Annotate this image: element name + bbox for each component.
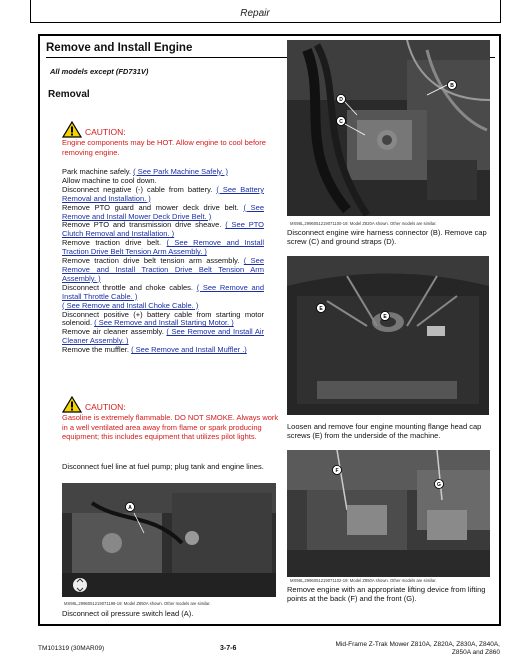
step-text: Disconnect throttle and choke cables.	[62, 282, 197, 292]
step-text: Remove the muffler.	[62, 345, 132, 355]
removal-step	[62, 204, 264, 222]
footer-page-number: 3-7-6	[220, 645, 237, 652]
step-text: Allow machine to cool down.	[62, 175, 157, 185]
cross-reference-link[interactable]: ( See Park Machine Safely. )	[133, 167, 229, 176]
removal-step	[62, 221, 264, 239]
cross-reference-link[interactable]: ( See Remove and Install Traction Drive Belt Tension Arm Assembly. )	[62, 238, 264, 257]
photo-underside-cap-screws	[287, 256, 489, 415]
fuel-line-step: Disconnect fuel line at fuel pump; plug tank and engine lines.	[62, 462, 264, 471]
caution-text: Engine components may be HOT. Allow engine to cool before removing engine.	[62, 138, 266, 157]
step-text: Disconnect negative (-) cable from battery.	[62, 184, 217, 194]
cross-reference-link[interactable]: ( See Remove and Install Muffler .)	[131, 345, 247, 355]
callout-letter: G	[437, 481, 441, 488]
photo-oil-pressure-switch	[62, 483, 276, 597]
callout-letter: A	[128, 504, 132, 511]
figure-id: MX98L,2996051219071100-19: Model Z820A shown. Other models are similar.	[290, 221, 437, 226]
removal-steps	[62, 168, 264, 355]
footer-model-list	[310, 641, 500, 657]
photo-lifting-points	[287, 450, 490, 577]
step-text: Remove PTO guard and mower deck drive belt.	[62, 202, 244, 212]
step-text: Remove PTO and transmission drive sheave.	[62, 220, 226, 230]
cross-reference-link[interactable]: ( See Remove and Install Air Cleaner Assembly. )	[62, 327, 264, 346]
removal-heading: Removal	[48, 89, 90, 100]
removal-step	[62, 239, 264, 257]
removal-step	[62, 257, 264, 284]
callout-letter: E	[319, 305, 323, 312]
footer-model-line: Mid-Frame Z-Trak Mower Z810A, Z820A, Z830A, Z840A,	[335, 641, 500, 648]
removal-step	[62, 346, 264, 355]
warning-triangle-icon	[62, 396, 82, 413]
removal-step	[62, 186, 264, 204]
caution-text: Gasoline is extremely flammable. DO NOT SMOKE. Always work in a well ventilated area away from flame or spark producing equipment; this includes equipment that utilizes pilot lights.	[62, 413, 279, 442]
figure-caption: Disconnect oil pressure switch lead (A).	[62, 609, 194, 618]
removal-step	[62, 328, 264, 346]
cross-reference-link[interactable]: ( See Remove and Install Choke Cable. )	[62, 300, 199, 310]
cross-reference-link[interactable]: ( See Remove and Install Traction Drive Belt Tension Arm Assembly. )	[62, 256, 264, 283]
footer-doc-id: TM101319 (30MAR09)	[38, 645, 105, 652]
step-text: Remove air cleaner assembly.	[62, 327, 167, 337]
footer-model-line: Z850A and Z860	[451, 649, 500, 656]
removal-step	[62, 311, 264, 329]
figure-caption: Disconnect engine wire harness connector (B). Remove cap screw (C) and ground straps (D).	[287, 228, 487, 247]
figure-id: MX98L,2996051219071102-19: Model Z850A shown. Other models are similar.	[290, 578, 437, 583]
applicability-note: All models except (FD731V)	[50, 67, 149, 76]
section-header: Repair	[240, 8, 270, 19]
caution-hot-engine	[62, 121, 282, 157]
warning-triangle-icon	[62, 121, 82, 138]
page-title: Remove and Install Engine	[46, 42, 193, 54]
figure-id: MX98L,2996051219071199-19: Model Z850A shown. Other models are similar.	[64, 601, 211, 606]
step-text: Remove traction drive belt.	[62, 238, 167, 248]
caution-label: CAUTION:	[85, 126, 126, 137]
callout-letter: B	[450, 82, 454, 89]
step-text: Park machine safely.	[62, 167, 134, 176]
step-text: Remove traction drive belt tension arm assembly.	[62, 256, 244, 266]
caution-gasoline	[62, 396, 280, 442]
callout-letter: C	[339, 118, 343, 125]
callout-letter: F	[335, 467, 339, 474]
cross-reference-link[interactable]: ( See Battery Removal and Installation. )	[62, 184, 264, 203]
removal-step	[62, 284, 264, 302]
header-rule	[30, 22, 501, 23]
photo-wire-harness	[287, 40, 490, 216]
callout-letter: E	[383, 313, 387, 320]
callout-letter: D	[339, 96, 343, 103]
cross-reference-link[interactable]: ( See PTO Clutch Removal and Installation. )	[62, 220, 264, 239]
cross-reference-link[interactable]: ( See Remove and Install Mower Deck Drive Belt. )	[62, 202, 264, 221]
step-text: Disconnect positive (+) battery cable from starting motor solenoid.	[62, 309, 264, 328]
caution-label: CAUTION:	[85, 401, 126, 412]
figure-caption: Loosen and remove four engine mounting flange head cap screws (E) from the underside of the machine.	[287, 422, 482, 441]
figure-caption: Remove engine with an appropriate lifting device from lifting points at the back (F) and the front (G).	[287, 585, 486, 604]
cross-reference-link[interactable]: ( See Remove and Install Starting Motor. )	[94, 318, 234, 328]
cross-reference-link[interactable]: ( See Remove and Install Throttle Cable. )	[62, 282, 264, 301]
